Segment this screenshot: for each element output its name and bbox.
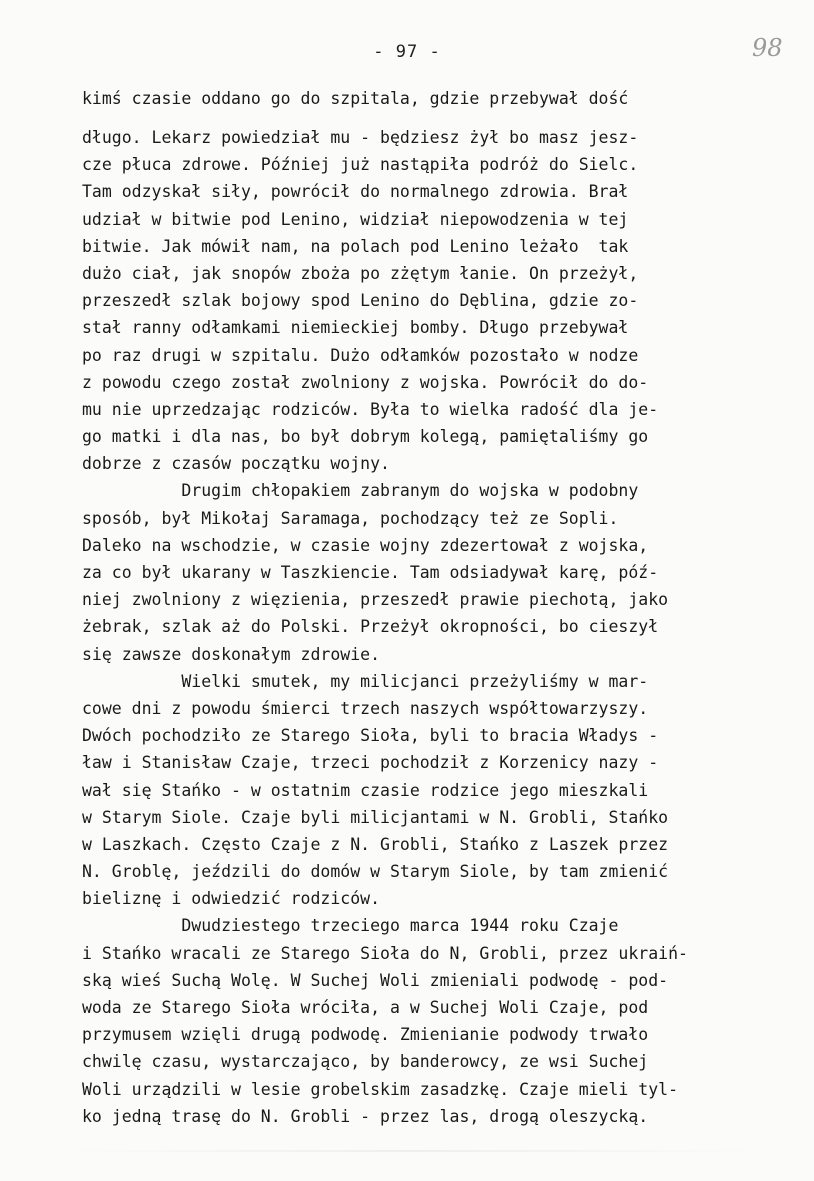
text-line: po raz drugi w szpitalu. Dużo odłamków pozostało w nodze	[82, 345, 639, 365]
text-line: udział w bitwie pod Lenino, widział niepowodzenia w tej	[82, 209, 629, 229]
text-line: Daleko na wschodzie, w czasie wojny zdezertował z wojska,	[82, 535, 649, 555]
text-line: ław i Stanisław Czaje, trzeci pochodził z Korzenicy nazy -	[82, 753, 659, 773]
body-text	[82, 84, 772, 1130]
text-line: ko jedną trasę do N. Grobli - przez las, drogą oleszycką.	[82, 1106, 649, 1126]
text-line: żebrak, szlak aż do Polski. Przeżył okropności, bo cieszył	[82, 617, 659, 637]
text-line: dobrze z czasów początku wojny.	[82, 454, 390, 474]
text-line: kimś czasie oddano go do szpitala, gdzie przebywał dość	[82, 89, 629, 108]
text-line: wał się Stańko - w ostatnim czasie rodzice jego mieszkali	[82, 780, 649, 800]
text-line: przeszedł szlak bojowy spod Lenino do Dęblina, gdzie zo-	[82, 291, 639, 311]
text-line: z powodu czego został zwolniony z wojska. Powrócił do do-	[82, 372, 649, 392]
text-line: sposób, był Mikołaj Saramaga, pochodzący też ze Sopli.	[82, 508, 619, 528]
page-number: - 97 -	[373, 42, 441, 62]
text-line: w Laszkach. Często Czaje z N. Grobli, Stańko z Laszek przez	[82, 834, 669, 854]
text-line: Dwudziestego trzeciego marca 1944 roku Czaje	[82, 916, 619, 936]
text-line: chwilę czasu, wystarczająco, by banderowcy, ze wsi Suchej	[82, 1052, 649, 1072]
text-line: się zawsze doskonałym zdrowie.	[82, 644, 381, 664]
text-line: bieliznę i odwiedzić rodziców.	[82, 889, 381, 909]
text-line: dużo ciał, jak snopów zboża po zżętym łanie. On przeżył,	[82, 263, 639, 283]
text-line: stał ranny odłamkami niemieckiej bomby. Długo przebywał	[82, 318, 629, 338]
text-line: cze płuca zdrowe. Później już nastąpiła podróż do Sielc.	[82, 155, 639, 175]
text-line: cowe dni z powodu śmierci trzech naszych współtowarzyszy.	[82, 698, 649, 718]
text-line: woda ze Starego Sioła wróciła, a w Suchej Woli Czaje, pod	[82, 998, 649, 1017]
text-line: i Stańko wracali ze Starego Sioła do N, Grobli, przez ukraiń-	[82, 943, 688, 963]
text-line: za co był ukarany w Taszkiencie. Tam odsiadywał karę, póź-	[82, 563, 659, 582]
text-line: przymusem wzięli drugą podwodę. Zmienianie podwody trwało	[82, 1025, 649, 1045]
text-line: bitwie. Jak mówił nam, na polach pod Lenino leżało tak	[82, 236, 629, 256]
paper-smudge	[60, 1150, 760, 1152]
archive-page-number: 98	[752, 34, 783, 62]
text-line: ską wieś Suchą Wolę. W Suchej Woli zmieniali podwodę - pod-	[82, 970, 669, 990]
text-line: Drugim chłopakiem zabranym do wojska w podobny	[82, 481, 639, 501]
text-line: go matki i dla nas, bo był dobrym kolegą, pamiętaliśmy go	[82, 427, 649, 447]
text-line: Woli urządzili w lesie grobelskim zasadzkę. Czaje mieli tyl-	[82, 1079, 679, 1099]
text-line: mu nie uprzedzając rodziców. Była to wielka radość dla je-	[82, 399, 659, 419]
text-line: N. Groblę, jeździli do domów w Starym Siole, by tam zmienić	[82, 862, 669, 882]
text-line: w Starym Siole. Czaje byli milicjantami w N. Grobli, Stańko	[82, 807, 669, 827]
text-line: Tam odzyskał siły, powrócił do normalnego zdrowia. Brał	[82, 182, 629, 202]
text-line: Dwóch pochodziło ze Starego Sioła, byli to bracia Władys -	[82, 726, 659, 746]
text-line: długo. Lekarz powiedział mu - będziesz żył bo masz jesz-	[82, 128, 639, 147]
text-line: Wielki smutek, my milicjanci przeżyliśmy w mar-	[82, 671, 649, 691]
text-line: niej zwolniony z więzienia, przeszedł prawie piechotą, jako	[82, 590, 669, 610]
